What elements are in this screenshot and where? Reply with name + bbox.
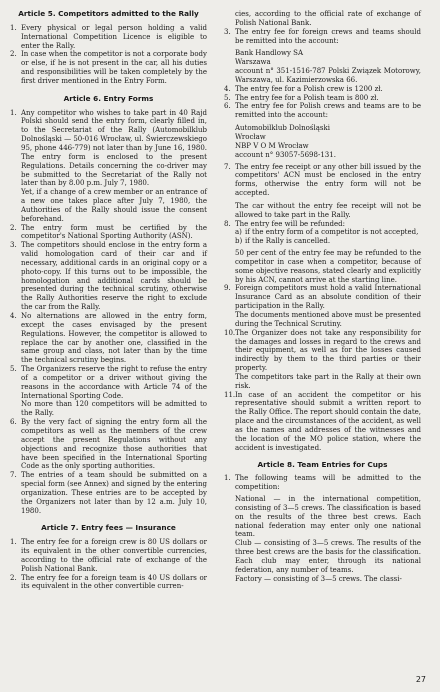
item-text: The entry fee for foreign crews and teams should be remitted into the account: <box>235 27 421 45</box>
sub-letter: b) <box>235 237 243 246</box>
art7-item-8 <box>224 220 421 229</box>
art7-item-9-continuation: The documents mentioned above must be presented during the Technical Scrutiny. <box>235 311 421 328</box>
art7-item-10 <box>224 329 421 373</box>
right-column <box>224 10 421 583</box>
item-number: 4. <box>10 312 17 320</box>
art6-item-1 <box>10 109 207 189</box>
art7-item-2 <box>10 574 207 592</box>
item-number: 1. <box>10 538 17 547</box>
item-number: 6. <box>10 418 17 427</box>
art7-item-7 <box>224 163 421 198</box>
item-text: The entry fee receipt or any other bill issued by the competitors' ACN must be enclosed in the entry forms, otherwise the entry form will not be accepted. <box>235 162 421 198</box>
page-number: 27 <box>415 675 426 684</box>
item-number: 8. <box>224 219 231 228</box>
item-text: The competitors should enclose in the entry form a valid homologation card of their car and if necessary, additional cards in an original copy or a photo-copy. If this turns out to be impossible, the homologation and additional cards should be presented during the technical scrutiny, otherwise the Rally Authorities reserve the right to exclude the car from the Rally. <box>21 241 207 312</box>
article-5-heading: Article 5. Competitors admitted to the Rally <box>18 9 199 18</box>
item-text: Any competitor who wishes to take part in 40 Rajd Polski should send the entry form, clearly filled in, to the Secretariat of the Rally (Automobilklub Dolnośląski — 50-016 Wrocław, ul. Świerczewskiego 95, phone 446-779) not later than by June 16, 1980. The entry form is enclosed to the present Regulations. Details concerning the co-driver may be submitted to the Secretariat of the Rally not later than by 8.00 p.m. July 7, 1980. <box>21 108 207 188</box>
factory-team-rule: Factory — consisting of 3—5 crews. The classi- <box>235 574 402 583</box>
art6-item-3 <box>10 241 207 312</box>
item-text: The entry fee for a Polish crew is 1200 zł. <box>235 84 383 93</box>
art5-item-1 <box>10 24 207 51</box>
item-number: 11. <box>224 390 236 399</box>
item-number: 7. <box>224 162 231 171</box>
item-text: No alternations are allowed in the entry form, except the cases envisaged by the present Regulations. However, the competitor is allowed to replace the car by another one, classified in the same group and class, not later than by the time the technical scrutiny begins. <box>21 312 207 365</box>
item-text: The Organizers reserve the right to refuse the entry of a competitor or a driver without giving the reasons in the accordance with Article 74 of the International Sporting Code. <box>21 365 207 400</box>
left-column <box>10 10 207 591</box>
account-city: Wrocław <box>235 132 266 141</box>
item-number: 7. <box>10 471 17 480</box>
item-text: The following teams will be admitted to the competition: <box>235 474 421 492</box>
bank-account: account n° 351-1516-787 Polski Związek Motorowy, Warszawa, ul. Kazimierzowska 66. <box>235 67 421 84</box>
item-text: In case of an accident the competitor or his representative should submit a written report to the Rally Office. The report should contain the date, place and the circumstances of the accident, as well as the names and addresses of the witnesses and the location of the MO police station, where the accident is investigated. <box>235 390 421 452</box>
partial-refund-note: 50 per cent of the entry fee may be refunded to the competitor in case when a competitor, because of some objective reasons, stated clearly and explicitly by his ACN, cannot arrive at the starting line. <box>235 249 421 284</box>
item-number: 1. <box>224 474 231 483</box>
item-text: The entry fee for a foreign team is 40 US dollars or its equivalent in the other convertible curren- <box>21 573 207 591</box>
refund-condition-b <box>224 237 421 246</box>
club-team-rule: Club — consisting of 3—5 crews. The results of the three best crews are the basis for the classification. Each club may enter, through its national federation, any number of teams. <box>235 539 421 574</box>
item-number: 9. <box>224 284 231 293</box>
item-text: The entries of a team should be submitted on a special form (see Annex) and signed by the entering organization. These entries are to be accepted by the Organizers not later than by 12 a.m. July 10, 1980. <box>21 471 207 515</box>
item-number: 6. <box>224 102 231 111</box>
item-text: The entry fee for Polish crews and teams are to be remitted into the account: <box>235 102 421 120</box>
item-number: 10. <box>224 328 236 337</box>
item-text: In case when the competitor is not a corporate body or else, if he is not present in the car, all his duties and responsibilities will be taken completely by the first driver mentioned in the Entry Form. <box>21 50 207 85</box>
art6-item-7 <box>10 471 207 515</box>
item-number: 2. <box>10 50 17 59</box>
item-text: The entry form must be certified by the competitor's National Sporting Authority (ASN). <box>21 223 207 241</box>
account-holder: Automobilklub Dolnośląski <box>235 124 330 133</box>
item-text: By the very fact of signing the entry form all the competitors as well as the members of the crew accept the present Regulations without any objections and recognize those authorities that have been specified in the International Sporting Code as the only sporting authorities. <box>21 418 207 471</box>
item-text: The entry fee will be refunded: <box>235 219 345 228</box>
car-receipt-note: The car without the entry fee receipt will not be allowed to take part in the Rally. <box>235 201 421 219</box>
item-number: 5. <box>10 365 17 374</box>
art7-item-9 <box>224 284 421 311</box>
art7-item-11 <box>224 391 421 453</box>
art7-item-2-continuation: cies, according to the official rate of exchange of Polish National Bank. <box>235 10 421 27</box>
article-8-heading: Article 8. Team Entries for Cups <box>257 459 388 469</box>
item-number: 1. <box>10 23 17 32</box>
national-team-rule: National — in the international competition, consisting of 3—5 crews. The classification is based on the results of the three best crews. Each national federation may enter only one national team. <box>235 495 421 539</box>
bank-city: Warszawa <box>235 58 271 67</box>
bank-name: Bank Handlowy SA <box>235 49 304 58</box>
item-text: The entry fee for a foreign crew is 80 US dollars or its equivalent in the other convertible currencies, according to the official rate of exchange of the Polish National Bank. <box>21 538 207 573</box>
item-number: 2. <box>10 223 17 232</box>
art7-item-6 <box>224 102 421 120</box>
art6-item-5-continuation: No more than 120 competitors will be admitted to the Rally. <box>21 400 207 418</box>
article-7-heading: Article 7. Entry fees — Insurance <box>41 523 176 533</box>
sub-letter: a) <box>235 228 242 237</box>
item-number: 3. <box>10 241 17 250</box>
art6-item-6 <box>10 418 207 471</box>
art8-item-1 <box>224 474 421 492</box>
art7-item-10-continuation: The competitors take part in the Rally at their own risk. <box>235 372 421 390</box>
item-number: 5. <box>224 93 231 102</box>
article-6-heading: Article 6. Entry Forms <box>63 93 154 103</box>
art6-item-4 <box>10 312 207 365</box>
item-text: Foreign competitors must hold a valid International Insurance Card as an absolute condition of their participation in the Rally. <box>235 284 421 311</box>
item-text: Every physical or legal person holding a valid International Competition Licence is eligible to enter the Rally. <box>21 23 207 50</box>
item-text: The entry fee for a Polish team is 800 zł. <box>235 93 379 102</box>
sub-text: if the Rally is cancelled. <box>245 237 331 246</box>
refund-condition-a <box>224 228 421 237</box>
item-number: 3. <box>224 27 231 36</box>
item-number: 1. <box>10 108 17 117</box>
art6-item-5 <box>10 365 207 400</box>
account-number: account n° 93057-5698-131. <box>235 150 336 159</box>
item-number: 2. <box>10 573 17 582</box>
art7-item-5 <box>224 94 421 103</box>
art7-item-4 <box>224 85 421 94</box>
art5-item-2 <box>10 50 207 85</box>
item-text: The Organizer does not take any responsibility for the damages and losses in regard to the crews and their equipment, as well as for the losses caused indirectly by them to the third parties or their property. <box>235 328 421 373</box>
account-bank: NBP V O M Wrocław <box>235 141 309 150</box>
art7-item-3 <box>224 28 421 46</box>
art6-item-2 <box>10 224 207 242</box>
sub-text: if the entry form of a competitor is not accepted, <box>245 228 419 237</box>
item-number: 4. <box>224 84 231 93</box>
art6-item-1-continuation: Yet, if a change of a crew member or an entrance of a new one takes place after July 7, 1980, the Authorities of the Rally should issue the consent beforehand. <box>21 188 207 223</box>
art7-item-1 <box>10 538 207 573</box>
